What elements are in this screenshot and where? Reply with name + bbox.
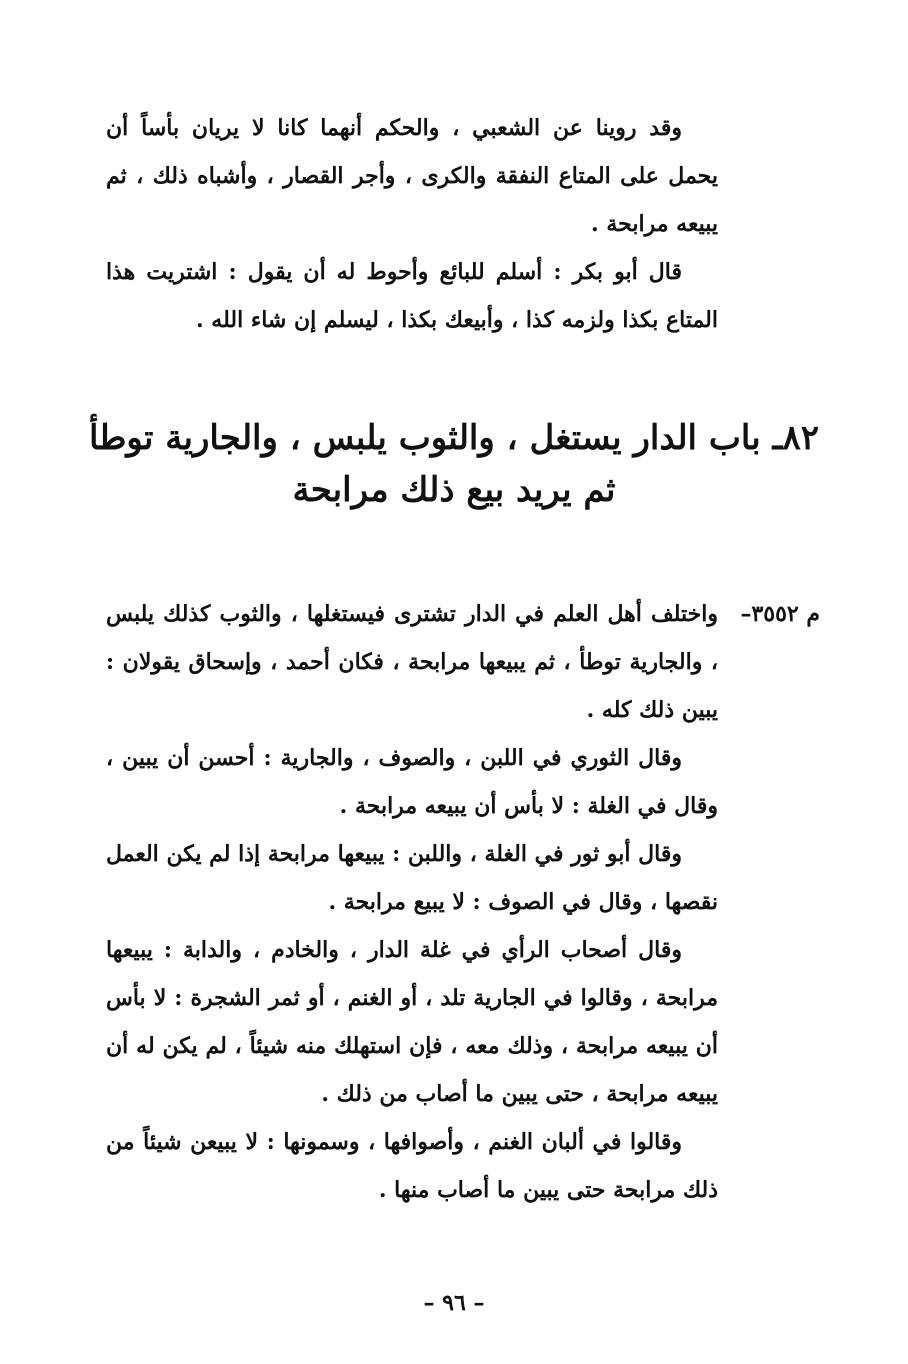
speaker-label: قال أبو بكر : (553, 259, 682, 285)
paragraph-milk-wool: وقالوا في ألبان الغنم ، وأصوافها ، وسمونها : لا يبيعن شيئاً من ذلك مرابحة حتى يبين ما أصاب منها . (106, 1129, 718, 1203)
paragraph-abu-bakr (106, 248, 718, 344)
top-section (106, 104, 718, 344)
paragraph-shabi: وقد روينا عن الشعبي ، والحكم أنهما كانا لا يريان بأساً أن يحمل على المتاع النفقة والكرى ، وأجر القصار ، وأشباه ذلك ، ثم يبيعه مرابحة . (106, 115, 718, 237)
paragraph-thawri: وقال الثوري في اللبن ، والصوف ، والجارية : أحسن أن يبين ، وقال في الغلة : لا بأس أن يبيعه مرابحة . (106, 745, 718, 819)
paragraph-text: أسلم للبائع وأحوط له أن يقول : اشتريت هذا المتاع بكذا ولزمه كذا ، وأبيعك بكذا ، ليسلم إن شاء الله . (106, 259, 718, 333)
paragraph-abu-thawr: وقال أبو ثور في الغلة ، واللبن : يبيعها مرابحة إذا لم يكن العمل نقصها ، وقال في الصوف : لا يبيع مرابحة . (105, 841, 718, 915)
chapter-title-line-2: ثم يريد بيع ذلك مرابحة (292, 470, 616, 510)
chapter-title-line-1: ٨٢ـ باب الدار يستغل ، والثوب يلبس ، والجارية توطأ (89, 418, 819, 458)
entry-body (106, 590, 718, 1214)
paragraph-disagreement: واختلف أهل العلم في الدار تشترى فيستغلها ، والثوب كذلك يلبس ، والجارية توطأ ، ثم يبيعها مرابحة ، فكان أحمد ، وإسحاق يقولان : يبين ذلك كله . (106, 601, 718, 723)
entry-number: م ٣٥٥٢– (740, 601, 820, 627)
paragraph-ashab-al-ray: وقال أصحاب الرأي في غلة الدار ، والخادم ، والدابة : يبيعها مرابحة ، وقالوا في الجارية تلد ، أو الغنم ، أو ثمر الشجرة : لا بأس أن يبيعه مرابحة ، وذلك معه ، فإن استهلك منه شيئاً ، لم يكن له أن يبيعه مرابحة ، حتى يبين ما أصاب من ذلك . (106, 937, 718, 1107)
chapter-title (0, 412, 908, 516)
page-number: – ٩٦ – (423, 1290, 485, 1316)
